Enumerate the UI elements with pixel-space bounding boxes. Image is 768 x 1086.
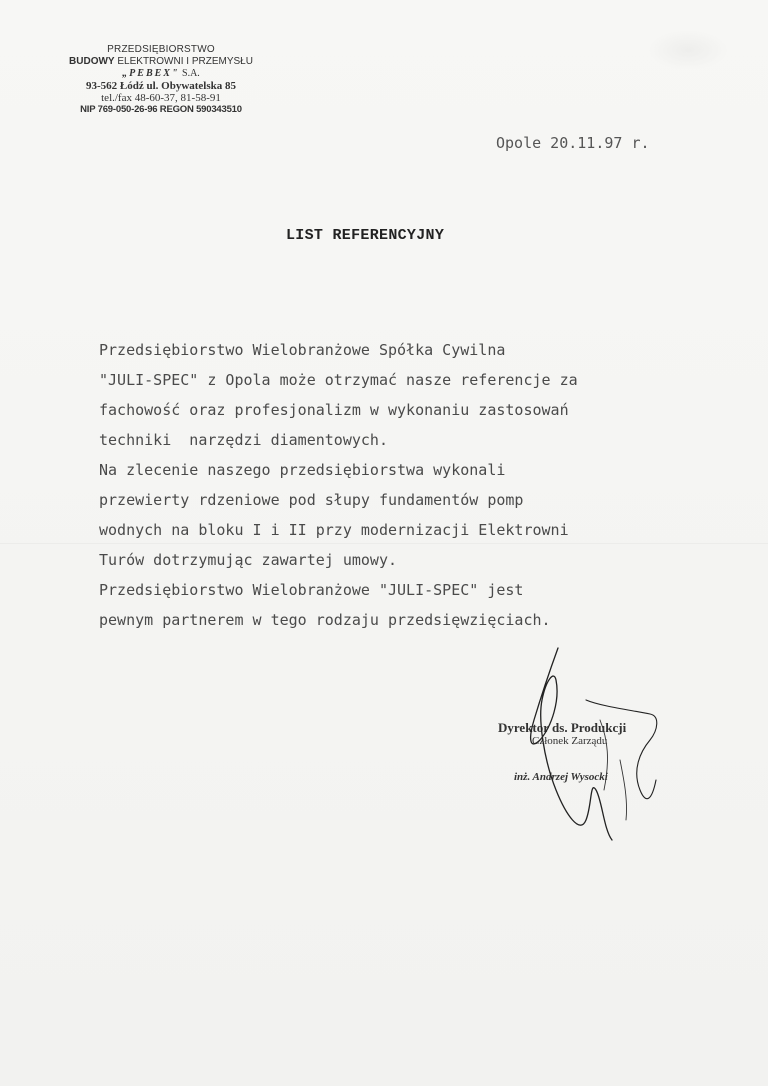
letterhead-address: 93-562 Łódź ul. Obywatelska 85 <box>85 80 237 92</box>
paper-smudge <box>648 30 728 70</box>
signatory-subrole: Członek Zarządu <box>532 735 608 747</box>
body-line: fachowość oraz profesjonalizm w wykonaniu zastosowań <box>99 401 569 419</box>
signatory-role: Dyrektor ds. Produkcji <box>498 720 627 735</box>
company-suffix: S.A. <box>179 68 200 79</box>
body-line: Przedsiębiorstwo Wielobranżowe Spółka Cywilna <box>99 341 506 359</box>
company-name: „PEBEX" <box>122 68 180 79</box>
body-line: Turów dotrzymując zawartej umowy. <box>99 551 398 569</box>
body-line: Na zlecenie naszego przedsiębiorstwa wykonali <box>99 461 506 479</box>
letter-title: LIST REFERENCYJNY <box>286 227 445 244</box>
letterhead-ids: NIP 769-050-26-96 REGON 590343510 <box>80 104 242 115</box>
letterhead-stamp <box>46 44 276 116</box>
body-line: pewnym partnerem w tego rodzaju przedsięwzięciach. <box>99 611 551 629</box>
letter-body <box>99 335 719 635</box>
handwritten-signature <box>500 640 690 860</box>
letterhead-line-2-bold: BUDOWY <box>69 56 115 67</box>
body-line: "JULI-SPEC" z Opola może otrzymać nasze referencje za <box>99 371 578 389</box>
letterhead-phones: tel./fax 48-60-37, 81-58-91 <box>101 92 221 104</box>
letterhead-line-2 <box>46 56 276 68</box>
signatory-name: inż. Andrzej Wysocki <box>514 771 608 783</box>
letterhead-company <box>46 68 276 80</box>
letterhead-line-1: PRZEDSIĘBIORSTWO <box>107 44 215 55</box>
body-line: Przedsiębiorstwo Wielobranżowe "JULI-SPEC" jest <box>99 581 524 599</box>
body-line: wodnych na bloku I i II przy modernizacji Elektrowni <box>99 521 569 539</box>
body-line: przewierty rdzeniowe pod słupy fundamentów pomp <box>99 491 524 509</box>
letterhead-line-2-rest: ELEKTROWNI I PRZEMYSŁU <box>114 56 253 67</box>
letter-date: Opole 20.11.97 r. <box>496 134 650 152</box>
body-line: techniki narzędzi diamentowych. <box>99 431 388 449</box>
